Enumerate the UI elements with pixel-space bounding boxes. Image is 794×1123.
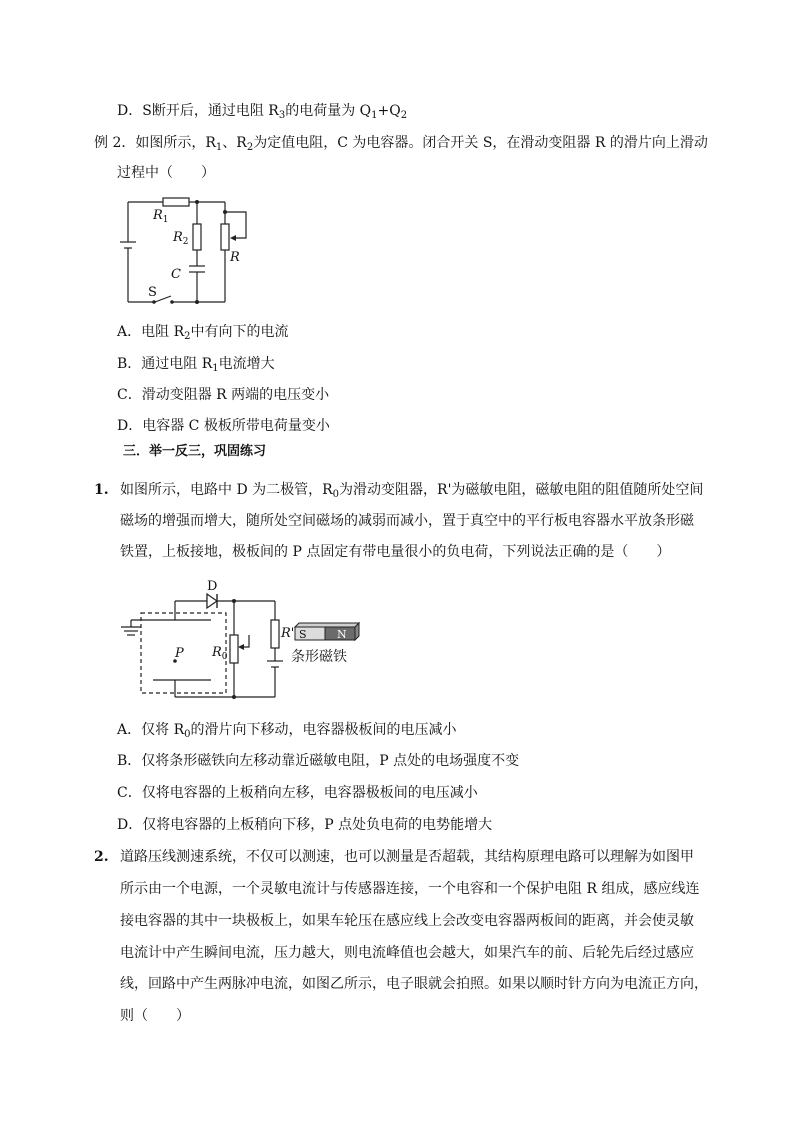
q1-line2: 磁场的增强而增大，随所处空间磁场的减弱而减小，置于真空中的平行板电容器水平放条形磁 bbox=[120, 513, 694, 529]
q2-line4: 电流计中产生瞬间电流，压力越大，则电流峰值也会越大，如果汽车的前、后轮先后经过感应 bbox=[120, 945, 694, 961]
q2-line6: 则（ ） bbox=[120, 1008, 190, 1024]
label-magnet: 条形磁铁 bbox=[291, 649, 347, 665]
example2-option-a: A．电阻 $R_2$中有向下的电流 bbox=[117, 324, 289, 342]
magnet-s-pole: S bbox=[299, 628, 307, 641]
q1-circuit-diagram bbox=[113, 575, 368, 700]
q2-line5: 线，回路中产生两脉冲电流，如图乙所示，电子眼就会拍照。如果以顺时针方向为电流正方向， bbox=[120, 976, 708, 992]
q1-line3: 铁置，上板接地，极板间的 P 点固定有带电量很小的负电荷，下列说法正确的是（ ） bbox=[120, 544, 671, 560]
label-r: R bbox=[230, 250, 240, 265]
example2-option-b: B．通过电阻 $R_1$电流增大 bbox=[117, 356, 275, 374]
magnet-n-pole: N bbox=[337, 628, 347, 641]
label-r1: $R_1$ bbox=[153, 208, 169, 225]
q2-line1: 道路压线测速系统，不仅可以测速，也可以测量是否超载，其结构原理电路可以理解为如图甲 bbox=[120, 849, 694, 865]
label-r2: $R_2$ bbox=[173, 230, 189, 247]
example2-option-d: D．电容器 C 极板所带电荷量变小 bbox=[117, 418, 330, 434]
label-s: S bbox=[148, 285, 157, 300]
q1-line1: 如图所示，电路中 D 为二极管，$R_0$为滑动变阻器，R'为磁敏电阻，磁敏电阻的阻值随所处空间 bbox=[120, 482, 704, 500]
q1-option-c: C．仅将电容器的上板稍向左移，电容器极板间的电压减小 bbox=[117, 785, 478, 801]
example2-option-c: C．滑动变阻器 R 两端的电压变小 bbox=[117, 387, 330, 403]
label-r-prime: R' bbox=[281, 626, 295, 641]
example2-line1: 例 2．如图所示，$R_1$、$R_2$为定值电阻，C 为电容器。闭合开关 S，在滑动变阻器 R 的滑片向上滑动 bbox=[94, 135, 708, 153]
bar-magnet bbox=[295, 623, 359, 641]
q2-number: 2. bbox=[94, 849, 109, 865]
example2-line2: 过程中（ ） bbox=[117, 165, 215, 181]
prev-option-d: D．S断开后，通过电阻 $R_3$的电荷量为 $Q_1+Q_2$ bbox=[117, 103, 408, 121]
example2-circuit-diagram bbox=[115, 190, 255, 310]
q2-line2: 所示由一个电源，一个灵敏电流计与传感器连接，一个电容和一个保护电阻 R 组成，感应线连 bbox=[120, 881, 700, 897]
section-heading: 三．举一反三，巩固练习 bbox=[123, 444, 267, 459]
label-c: C bbox=[171, 267, 181, 282]
q1-option-b: B．仅将条形磁铁向左移动靠近磁敏电阻，P 点处的电场强度不变 bbox=[117, 753, 520, 769]
q1-option-a: A．仅将 $R_0$的滑片向下移动，电容器极板间的电压减小 bbox=[117, 722, 457, 740]
q1-number: 1. bbox=[94, 482, 109, 498]
q2-line3: 接电容器的其中一块极板上，如果车轮压在感应线上会改变电容器两板间的距离，并会使灵敏 bbox=[120, 913, 694, 929]
q1-option-d: D．仅将电容器的上板稍向下移，P 点处负电荷的电势能增大 bbox=[117, 817, 493, 833]
label-r0: $R_0$ bbox=[212, 645, 228, 662]
label-d: D bbox=[207, 579, 218, 594]
label-p: P bbox=[175, 646, 184, 661]
